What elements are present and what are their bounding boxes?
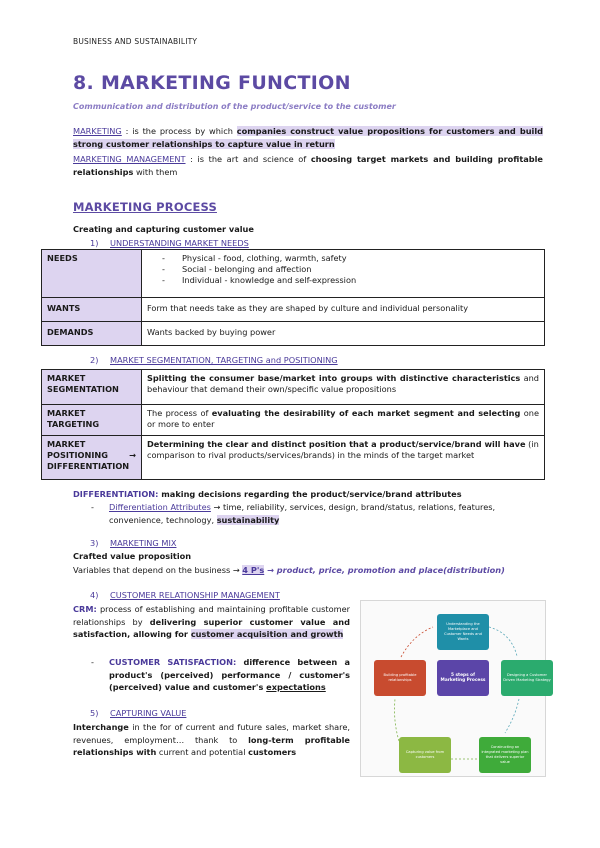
four-ps-highlight: 4 P's xyxy=(242,565,265,575)
demands-key: DEMANDS xyxy=(42,322,142,346)
crm-term: CRM: xyxy=(73,604,97,614)
segmentation-text: and behaviour that demand their own/specific value propositions xyxy=(147,373,539,394)
capture-text: in the for of current and future sales, market share, revenues, employment… thank to xyxy=(73,722,350,745)
node-capturing: Capturing value from customers xyxy=(399,737,451,773)
crm-highlight: customer acquisition and growth xyxy=(190,629,344,640)
segmentation-bold: Splitting the consumer base/market into groups with distinctive characteristics xyxy=(147,373,521,383)
step-label: CUSTOMER RELATIONSHIP MANAGEMENT xyxy=(110,590,280,600)
step-4 xyxy=(90,590,280,600)
positioning-key xyxy=(42,436,142,480)
mix-variables xyxy=(73,565,505,575)
creating-label: Creating and capturing customer value xyxy=(73,224,254,234)
table-row xyxy=(42,405,545,436)
crafted-label: Crafted value proposition xyxy=(73,551,192,561)
dash-bullet: - xyxy=(91,657,94,667)
crm-bold: delivering superior customer value and satisfaction, allowing for xyxy=(73,616,350,640)
arrow-bottom-left xyxy=(395,699,400,741)
step-number: 5) xyxy=(90,708,99,718)
needs-key: NEEDS xyxy=(42,250,142,298)
demands-value: Wants backed by buying power xyxy=(142,322,545,346)
differentiation-attributes xyxy=(91,501,545,526)
marketing-management-term: MARKETING MANAGEMENT xyxy=(73,154,186,164)
capturing-value-text xyxy=(73,721,350,759)
differentiation-text: making decisions regarding the product/service/brand attributes xyxy=(158,489,462,499)
satisfaction-term: CUSTOMER SATISFACTION: xyxy=(109,657,237,667)
step-1 xyxy=(90,238,249,248)
list-item: - Individual - knowledge and self-expression xyxy=(162,275,539,286)
step-2 xyxy=(90,355,338,365)
arrow-right-bottom xyxy=(505,699,519,733)
definition-text: : is the art and science of xyxy=(185,154,311,164)
positioning-value xyxy=(142,436,545,480)
step-3 xyxy=(90,538,176,548)
page-subtitle: Communication and distribution of the product/service to the customer xyxy=(73,102,396,111)
dash-bullet: - xyxy=(91,502,94,512)
needs-table xyxy=(41,249,545,346)
arrow-icon: → xyxy=(210,502,223,512)
sustainability-highlight: sustainability xyxy=(216,514,280,525)
step-label: MARKET SEGMENTATION, TARGETING and POSITIONING xyxy=(110,355,338,365)
step-number: 2) xyxy=(90,355,99,365)
step-label: UNDERSTANDING MARKET NEEDS xyxy=(110,238,249,248)
definition-text: : is the process by which xyxy=(121,126,237,136)
node-relationships: Building profitable relationships xyxy=(374,660,426,696)
table-row xyxy=(42,436,545,480)
marketing-management-definition xyxy=(73,153,543,178)
wants-value: Form that needs take as they are shaped by culture and individual personality xyxy=(142,298,545,322)
arrow-left-top xyxy=(401,627,433,657)
marketing-process-diagram xyxy=(360,600,551,777)
segmentation-value xyxy=(142,370,545,405)
list-item: - Physical - food, clothing, warmth, safety xyxy=(162,253,539,264)
targeting-text: one or more to enter xyxy=(147,408,539,429)
page-title: 8. MARKETING FUNCTION xyxy=(73,72,351,94)
positioning-text: (in comparison to rival products/services/brands) in the minds of the target market xyxy=(147,439,539,460)
targeting-key: MARKET TARGETING xyxy=(42,405,142,436)
needs-value xyxy=(142,250,545,298)
definition-text: with them xyxy=(133,166,178,177)
arrow-top-right xyxy=(489,627,517,656)
step-number: 4) xyxy=(90,590,99,600)
positioning-key-label: MARKET POSITIONING xyxy=(47,439,108,460)
node-understanding: Understanding the Marketplace and Customer Needs and Wants xyxy=(437,614,489,650)
segmentation-table xyxy=(41,369,545,480)
table-row xyxy=(42,298,545,322)
customer-satisfaction xyxy=(91,656,350,694)
differentiation-attributes-term: Differentiation Attributes xyxy=(109,502,211,512)
targeting-text: The process of xyxy=(147,408,212,418)
mix-text: Variables that depend on the business → xyxy=(73,565,243,575)
definition-bold: choosing target markets and building profitable relationships xyxy=(73,154,543,177)
step-number: 1) xyxy=(90,238,99,248)
differentiation-key-label: DIFFERENTIATION xyxy=(47,461,130,471)
differentiation-block xyxy=(73,488,545,501)
attributes-list: time, reliability, services, design, brand/status, relations, features, convenience, technology, xyxy=(109,502,496,525)
positioning-bold: Determining the clear and distinct position that a product/service/brand will have xyxy=(147,439,526,449)
capture-bold: long-term profitable relationships with xyxy=(73,734,350,758)
node-center: 5 steps of Marketing Process xyxy=(437,660,489,696)
table-row xyxy=(42,370,545,405)
definition-highlight: companies construct value propositions for customers and build strong customer relationships to capture value in return xyxy=(73,126,543,149)
node-designing: Designing a Customer Driven Marketing Strategy xyxy=(501,660,553,696)
step-label: CAPTURING VALUE xyxy=(110,708,187,718)
section-title: MARKETING PROCESS xyxy=(73,200,217,214)
segmentation-key: MARKET SEGMENTATION xyxy=(42,370,142,405)
marketing-term: MARKETING xyxy=(73,126,122,136)
targeting-value xyxy=(142,405,545,436)
expectations-term: expectations xyxy=(266,682,326,693)
crm-text: process of establishing and maintaining profitable customer relationships by xyxy=(73,604,350,627)
crm-definition xyxy=(73,603,350,641)
table-row xyxy=(42,322,545,346)
step-label: MARKETING MIX xyxy=(110,538,177,548)
four-ps-list: → product, price, promotion and place(distribution) xyxy=(264,565,505,575)
marketing-definition xyxy=(73,125,543,150)
wants-key: WANTS xyxy=(42,298,142,322)
table-row xyxy=(42,250,545,298)
capture-bold: customers xyxy=(248,747,297,758)
step-5 xyxy=(90,708,186,718)
list-item: - Social - belonging and affection xyxy=(162,264,539,275)
differentiation-title: DIFFERENTIATION: xyxy=(73,489,159,499)
step-number: 3) xyxy=(90,538,99,548)
satisfaction-text: difference between a product's (perceived) performance / customer's (perceived) value and customer's xyxy=(109,657,350,693)
targeting-bold: evaluating the desirability of each market segment and selecting xyxy=(211,408,521,418)
page-header: BUSINESS AND SUSTAINABILITY xyxy=(73,37,198,46)
node-constructing: Constructing an integrated marketing plan that delivers superior value xyxy=(479,737,531,773)
arrow-icon: → xyxy=(129,450,136,460)
interchange-bold: Interchange xyxy=(73,722,129,732)
capture-text: current and potential xyxy=(156,747,249,758)
